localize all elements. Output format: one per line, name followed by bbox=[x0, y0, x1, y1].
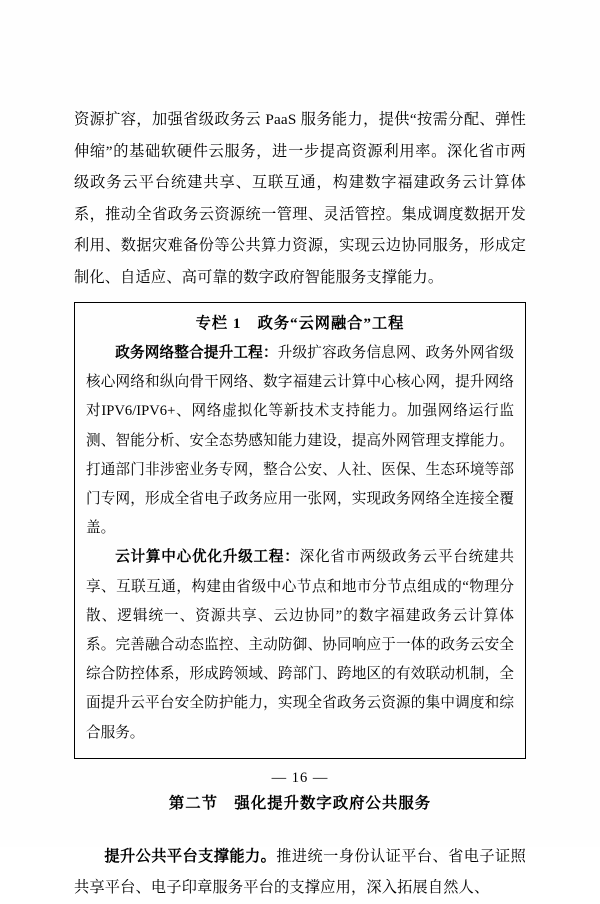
body-paragraph-2-text: 推进统一身份认证平台、省电子证照共享平台、电子印章服务平台的支撑应用，深入拓展自然人、 bbox=[74, 847, 527, 897]
spacer-after-heading bbox=[74, 819, 526, 841]
page-number: — 16 — bbox=[271, 770, 329, 786]
section-heading: 第二节 强化提升数字政府公共服务 bbox=[168, 794, 432, 812]
body-paragraph-2 bbox=[74, 841, 526, 904]
feature-box-title: 专栏 1 政务“云网融合”工程 bbox=[195, 315, 405, 332]
feature-box bbox=[74, 302, 526, 759]
feature-box-item-1-text: 升级扩容政务信息网、政务外网省级核心网络和纵向骨干网络、数字福建云计算中心核心网，提升网络对IPV6/IPV6+、网络虚拟化等新技术支持能力。加强网络运行监测、智能分析、安全态势感知能力建设，提高外网管理支撑能力。打通部门非涉密业务专网，整合公安、人社、医保、生态环境等部门专网，形成全省电子政务应用一张网，实现政务网络全连接全覆盖。 bbox=[86, 345, 514, 537]
body-paragraph-2-lead: 提升公共平台支撑能力。 bbox=[104, 847, 277, 865]
feature-box-item-1 bbox=[86, 339, 514, 543]
feature-box-item-2-text: 深化省市两级政务云平台统建共享、互联互通，构建由省级中心节点和地市分节点组成的“物理分散、逻辑统一、资源共享、云边协同”的数字福建政务云计算体系。完善融合动态监控、主动防御、协同响应于一体的政务云安全综合防控体系，形成跨领域、跨部门、跨地区的有效联动机制，全面提升云平台安全防护能力，实现全省政务云资源的集中调度和综合服务。 bbox=[86, 549, 514, 741]
body-paragraph-1: 资源扩容，加强省级政务云 PaaS 服务能力，提供“按需分配、弹性伸缩”的基础软硬件云服务，进一步提高资源利用率。深化省市两级政务云平台统建共享、互联互通，构建数字福建政务云计算体系，推动全省政务云资源统一管理、灵活管控。集成调度数据开发利用、数据灾难备份等公共算力资源，实现云边协同服务，形成定制化、自适应、高可靠的数字政府智能服务支撑能力。 bbox=[74, 111, 526, 286]
feature-box-item-2 bbox=[86, 543, 514, 747]
feature-box-item-2-lead: 云计算中心优化升级工程： bbox=[115, 549, 300, 566]
feature-box-item-1-lead: 政务网络整合提升工程： bbox=[115, 345, 278, 361]
